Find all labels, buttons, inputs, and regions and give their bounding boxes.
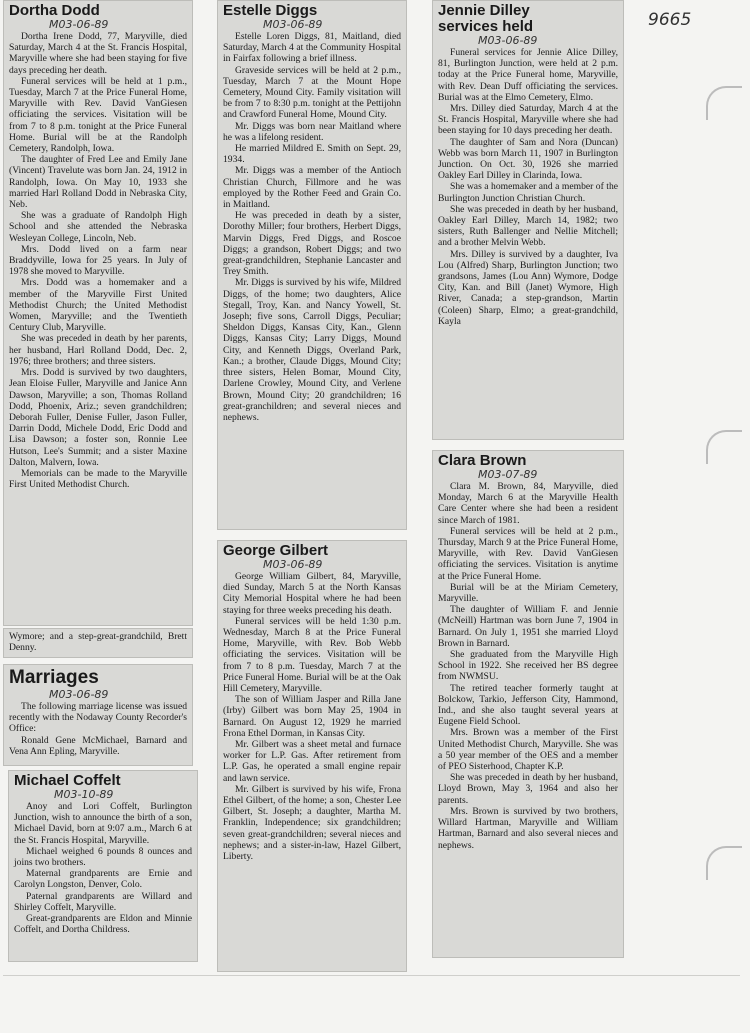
paragraph: Mrs. Brown is survived by two brothers, Willard Hartman, Maryville and William Hartman, Barnard and also several nieces and nephews. <box>438 805 618 851</box>
paragraph: Memorials can be made to the Maryville First United Methodist Church. <box>9 467 187 491</box>
paragraph: Funeral services will be held 1:30 p.m. Wednesday, March 8 at the Price Funeral Home, Maryville, with Rev. Bob Webb officiating the services. Visitation will be from 7 to 8 p.m. Tuesday, March 7 at the Price Funeral Home. Burial will be at the Oak Hill Cemetery, Maryville. <box>223 615 401 695</box>
handwritten-date: M03-06-89 <box>49 18 109 31</box>
headline-jennie-dilley: Jennie Dilley services held <box>438 2 534 35</box>
paragraph: Clara M. Brown, 84, Maryville, died Monday, March 6 at the Maryville Health Care Center where she had been a resident since March of 1981. <box>438 481 618 526</box>
paragraph: George William Gilbert, 84, Maryville, died Sunday, March 5 at the North Kansas City Memorial Hospital where he had been staying for three weeks preceding his death. <box>223 571 401 616</box>
paragraph: The daughter of William F. and Jennie (McNeill) Hartman was born June 7, 1904 in Barnard. On July 1, 1951 she married Lloyd Brown in Barnard. <box>438 604 618 649</box>
paragraph: The daughter of Fred Lee and Emily Jane (Vincent) Travelute was born Jan. 24, 1912 in Randolph, Iowa. On May 10, 1933 she married Harl Rolland Dodd in Nebraska City, Neb. <box>9 154 187 211</box>
paragraph: Paternal grandparents are Willard and Shirley Coffelt, Maryville. <box>14 890 192 913</box>
paragraph: Funeral services will be held at 2 p.m., Thursday, March 9 at the Price Funeral Home, Maryville, with Rev. David VanGiesen officiating the services. Visitation is anytime at the Price Funeral Home. <box>438 525 618 582</box>
paragraph: The daughter of Sam and Nora (Duncan) Webb was born March 11, 1907 in Burlington Junction. On Oct. 30, 1926 she married Oakley Earl Dilley in Clarinda, Iowa. <box>438 136 618 182</box>
handwritten-date: M03-10-89 <box>54 788 114 801</box>
paragraph: Mrs. Brown was a member of the First United Methodist Church, Maryville. She was a 50 year member of the OES and a member of PEO Sisterhood, Chapter K.P. <box>438 727 618 773</box>
paragraph: The retired teacher formerly taught at Bolckow, Tarkio, Jefferson City, Hammond, Ind., and she also taught several years at Eugene Field School. <box>438 682 618 728</box>
paragraph: Wymore; and a step-great-grandchild, Brett Denny. <box>9 631 187 654</box>
paragraph: The following marriage license was issued recently with the Nodaway County Recorder's Office: <box>9 701 187 735</box>
paragraph: Mrs. Dodd is survived by two daughters, Jean Eloise Fuller, Maryville and Janice Ann Dawson, Maryville; a son, Thomas Rolland Dodd, Phoenix, Ariz.; seven grandchildren; Deborah Fuller, Denise Fuller, Jason Fuller, Darrin Dodd, Michele Dodd, Eric Dodd and Lisa Dawson; a foster son, Ronnie Lee Hutson, Lee's Summit; and a sister Maxine Dalton, Malvern, Iowa. <box>9 367 187 468</box>
page-bottom-rule <box>3 975 740 976</box>
paragraph: Maternal grandparents are Ernie and Carolyn Longston, Denver, Colo. <box>14 868 192 891</box>
obituary-jennie-dilley <box>432 0 624 440</box>
paragraph: Funeral services for Jennie Alice Dilley, 81, Burlington Junction, were held at 2 p.m. today at the Price Funeral home, Maryville, with Rev. Dean Duff officiating the services. Burial was at the Elmo Cemetery, Elmo. <box>438 47 618 103</box>
headline-clara-brown: Clara Brown <box>438 452 527 469</box>
headline-estelle-diggs: Estelle Diggs <box>223 2 318 19</box>
handwritten-date: M03-07-89 <box>478 468 538 481</box>
obituary-clara-brown <box>432 450 624 958</box>
paragraph: Mr. Diggs was born near Maitland where he was a lifelong resident. <box>223 120 401 143</box>
article-body <box>9 31 187 490</box>
headline-dortha-dodd: Dortha Dodd <box>9 2 100 19</box>
paragraph: Mr. Gilbert was a sheet metal and furnace worker for L.P. Gas. After retirement from L.P. Gas, he operated a small engine repair and lawn service. <box>223 739 401 784</box>
paragraph: Mrs. Dilley is survived by a daughter, Iva Lou (Alfred) Sharp, Burlington Junction; two grandsons, James (Lou Ann) Wymore, Dodge City, Kan. and Bill (Janet) Wymore, High River, Canada; a step-grandson, Martin (Coleen) Sharp, Elmo; a great-grandchild, Kayla <box>438 248 618 327</box>
headline-marriages: Marriages <box>9 667 99 688</box>
obituary-george-gilbert <box>217 540 407 972</box>
paragraph: He was preceded in death by a sister, Dorothy Miller; four brothers, Herbert Diggs, Marvin Diggs, Fred Diggs, and Roscoe Diggs; a grandson, Robert Diggs; and two great-grandchildren, Stephanie Lancaster and Trey Smith. <box>223 210 401 278</box>
paragraph: She graduated from the Maryville High School in 1922. She received her BS degree from NWMSU. <box>438 649 618 683</box>
paragraph: She was preceded in death by her parents, her husband, Harl Rolland Dodd, Dec. 2, 1976; three brothers; and three sisters. <box>9 333 187 367</box>
paragraph: Estelle Loren Diggs, 81, Maitland, died Saturday, March 4 at the Community Hospital in Fairfax following a brief illness. <box>223 31 401 65</box>
paragraph: Mr. Diggs was a member of the Antioch Christian Church, Fillmore and he was employed by the Rother Feed and Grain Co. in Maitland. <box>223 165 401 211</box>
clipping-fragment-wymore <box>3 628 193 658</box>
paragraph: Funeral services will be held at 1 p.m., Tuesday, March 7 at the Price Funeral Home, Maryville with Rev. David VanGiesen officiating the services. Visitation will be from 7 to 8 p.m. tonight at the Price Funeral Home. Burial will be at the Randolph Cemetery, Randolph, Iowa. <box>9 75 187 155</box>
paragraph: Mr. Gilbert is survived by his wife, Frona Ethel Gilbert, of the home; a son, Chester Lee Gilbert, St. Joseph; a daughter, Martha M. Franklin, Independence; six grandchildren; seven great-grandchildren; several nieces and nephews; and a sister-in-law, Hazel Gilbert, Liberty. <box>223 783 401 863</box>
archive-number-annotation: 9665 <box>648 10 692 30</box>
paragraph: Mrs. Dodd was a homemaker and a member of the Maryville First United Methodist Church; the United Methodist Women, Maryville; and the Twentieth Century Club, Maryville. <box>9 277 187 334</box>
paragraph: She was a graduate of Randolph High School and she attended the Nebraska Wesleyan College, Lincoln, Neb. <box>9 210 187 244</box>
handwritten-date: M03-06-89 <box>478 34 538 47</box>
obituary-estelle-diggs <box>217 0 407 530</box>
paragraph: The son of William Jasper and Rilla Jane (Irby) Gilbert was born May 25, 1904 in Barnard. On August 12, 1929 he married Frona Ethel Dorman, in Kansas City. <box>223 694 401 739</box>
paragraph: Michael weighed 6 pounds 8 ounces and joins two brothers. <box>14 845 192 869</box>
paragraph: Mrs. Dilley died Saturday, March 4 at the St. Francis Hospital, Maryville where she had been staying for 10 days preceding her death. <box>438 103 618 137</box>
paragraph: Great-grandparents are Eldon and Minnie Coffelt, and Dortha Childress. <box>14 913 192 936</box>
notice-marriages <box>3 664 193 766</box>
paragraph: She was preceded in death by her husband, Lloyd Brown, May 3, 1964 and also her parents. <box>438 772 618 806</box>
binder-hole-top <box>706 86 742 120</box>
binder-hole-middle <box>706 430 742 464</box>
paragraph: She was a homemaker and a member of the Burlington Junction Christian Church. <box>438 181 618 204</box>
headline-michael-coffelt: Michael Coffelt <box>14 772 121 789</box>
obituary-dortha-dodd <box>3 0 193 626</box>
birth-notice-michael-coffelt <box>8 770 198 962</box>
paragraph: Burial will be at the Miriam Cemetery, Maryville. <box>438 581 618 605</box>
paragraph: Dortha Irene Dodd, 77, Maryville, died Saturday, March 4 at the St. Francis Hospital, Maryville where she had been staying for five days preceding her death. <box>9 31 187 76</box>
paragraph: Mrs. Dodd lived on a farm near Braddyville, Iowa for 25 years. In July of 1978 she moved to Maryville. <box>9 243 187 278</box>
paragraph: Mr. Diggs is survived by his wife, Mildred Diggs, of the home; two daughters, Alice Stegall, Troy, Kan. and Nancy Yowell, St. Joseph; five sons, Carroll Diggs, Peculiar; Sheldon Diggs, Kansas City, Kan., Glenn Diggs, Kansas City; Larry Diggs, Mound City, and Kenneth Diggs, Overland Park, Kan.; a brother, Claude Diggs, Mound City; three sisters, Helen Bomar, Mound City, Darlene Crowley, Mound City, and Verlene Brown, Mound City; 20 grandchildren; 16 great-granchildren; and several nieces and nephews. <box>223 277 401 423</box>
handwritten-date: M03-06-89 <box>49 688 109 701</box>
paragraph: Graveside services will be held at 2 p.m., Tuesday, March 7 at the Mount Hope Cemetery, Mound City. Family visitation will be from 7 to 8:30 p.m. tonight at the Pettijohn and Crawford Funeral Home, Mound City. <box>223 64 401 121</box>
headline-george-gilbert: George Gilbert <box>223 542 329 559</box>
handwritten-date: M03-06-89 <box>263 558 323 571</box>
paragraph: He married Mildred E. Smith on Sept. 29, 1934. <box>223 143 401 166</box>
paragraph: Anoy and Lori Coffelt, Burlington Junction, wish to announce the birth of a son, Michael David, born at 9:07 a.m., March 6 at the St. Francis Hospital, Maryville. <box>14 801 192 846</box>
paragraph: She was preceded in death by her husband, Oakley Earl Dilley, March 14, 1982; two sisters, Ruth Ballenger and Nellie Mitchell; and a brother Melvin Webb. <box>438 203 618 249</box>
binder-hole-bottom <box>706 846 742 880</box>
handwritten-date: M03-06-89 <box>263 18 323 31</box>
paragraph: Ronald Gene McMichael, Barnard and Vena Ann Epling, Maryville. <box>9 734 187 757</box>
